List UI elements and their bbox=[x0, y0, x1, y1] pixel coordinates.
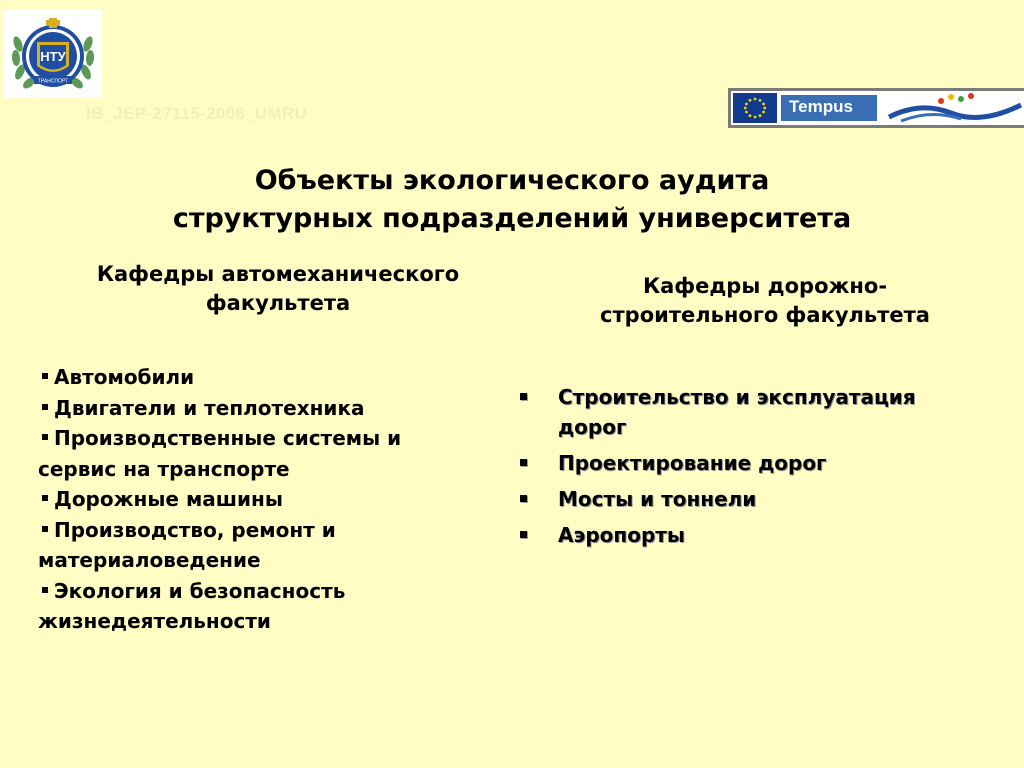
tempus-label-box bbox=[781, 95, 877, 121]
bullet-icon bbox=[42, 373, 48, 379]
list-item bbox=[516, 382, 986, 442]
logo-ribbon-text: ТРАНСПОРТ bbox=[37, 78, 69, 85]
bullet-icon bbox=[42, 434, 48, 440]
list-item bbox=[38, 515, 478, 576]
eu-flag-icon bbox=[733, 93, 777, 123]
tempus-label: Tempus bbox=[789, 97, 853, 116]
list-item-text: Строительство и эксплуатация дорог bbox=[558, 385, 916, 439]
tempus-swoosh-icon bbox=[881, 91, 1024, 125]
bullet-icon bbox=[520, 459, 527, 466]
left-heading-line-2: факультета bbox=[205, 291, 351, 315]
bullet-icon bbox=[42, 404, 48, 410]
list-item bbox=[516, 484, 986, 514]
bullet-icon bbox=[520, 531, 527, 538]
list-item-text: Производственные системы и сервис на транспорте bbox=[38, 426, 402, 481]
list-item bbox=[38, 393, 478, 424]
university-logo bbox=[4, 10, 102, 98]
list-item-text: Двигатели и теплотехника bbox=[54, 395, 365, 420]
logo-initials: НТУ bbox=[40, 49, 66, 64]
list-item bbox=[38, 484, 478, 515]
bullet-icon bbox=[42, 495, 48, 501]
list-item bbox=[38, 576, 478, 637]
list-item-text: Аэропорты bbox=[558, 523, 685, 547]
project-code: IB_JEP-27115-2006_UMRU bbox=[86, 104, 308, 123]
page-title bbox=[60, 162, 964, 238]
list-item-text: Экология и безопасность жизнедеятельности bbox=[38, 578, 346, 633]
bullet-icon bbox=[520, 495, 527, 502]
list-item bbox=[38, 423, 478, 484]
left-column-heading bbox=[48, 260, 508, 318]
left-heading-line-1: Кафедры автомеханического bbox=[96, 262, 460, 286]
right-heading-line-2: строительного факультета bbox=[600, 303, 930, 327]
right-department-list bbox=[516, 382, 986, 556]
list-item bbox=[516, 520, 986, 550]
list-item-text: Дорожные машины bbox=[54, 487, 283, 511]
title-line-1: Объекты экологического аудита bbox=[254, 165, 770, 196]
list-item-text: Проектирование дорог bbox=[558, 451, 827, 475]
list-item-text: Автомобили bbox=[54, 365, 195, 389]
university-emblem-icon bbox=[4, 10, 102, 98]
left-department-list bbox=[38, 362, 478, 637]
list-item-text: Мосты и тоннели bbox=[558, 487, 757, 511]
list-item bbox=[38, 362, 478, 393]
right-column-heading bbox=[540, 272, 990, 330]
list-item bbox=[516, 448, 986, 478]
right-heading-line-1: Кафедры дорожно- bbox=[642, 274, 888, 298]
bullet-icon bbox=[42, 526, 48, 532]
bullet-icon bbox=[42, 587, 48, 593]
tempus-banner bbox=[728, 88, 1024, 128]
title-line-2: структурных подразделений университета bbox=[172, 203, 852, 234]
bullet-icon bbox=[520, 393, 527, 400]
list-item-text: Производство, ремонт и материаловедение bbox=[38, 517, 336, 572]
